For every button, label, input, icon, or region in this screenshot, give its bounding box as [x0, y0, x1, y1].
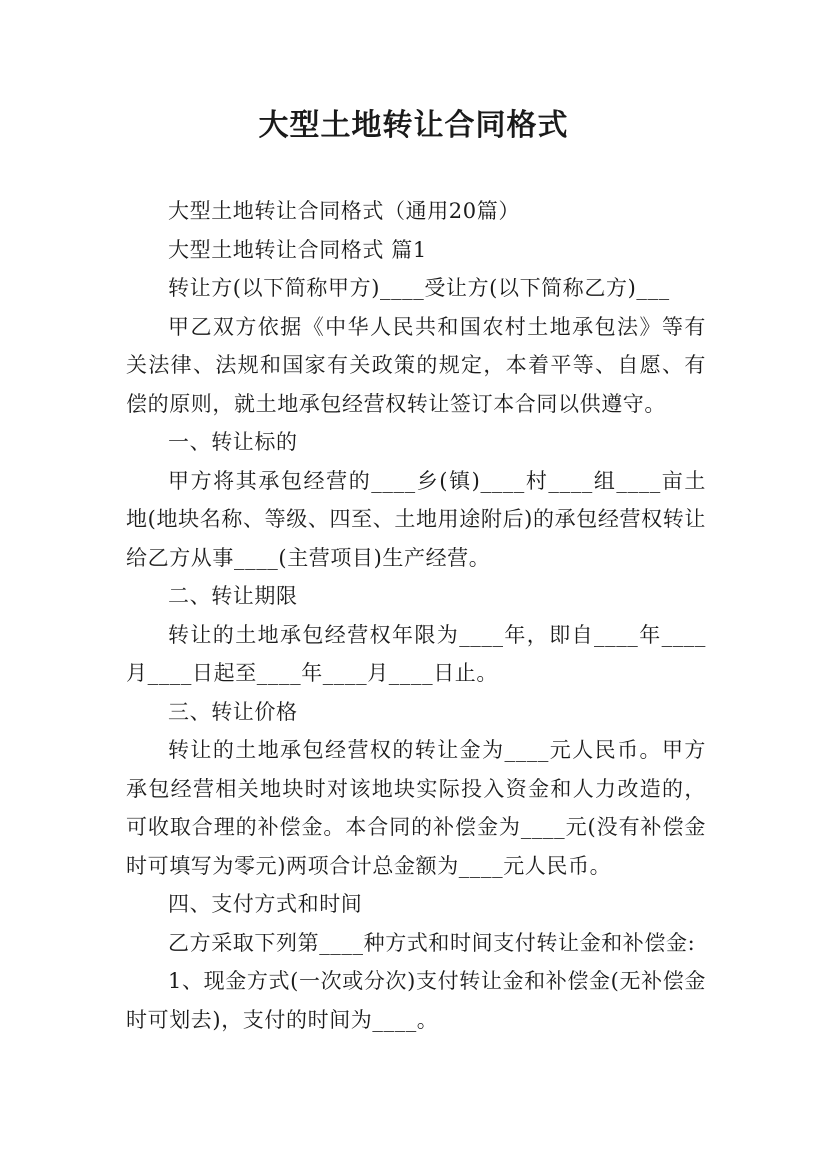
paragraph-parties: 转让方(以下简称甲方)____受让方(以下简称乙方)___: [168, 276, 670, 300]
clause-heading-4: 四、支付方式和时间: [168, 892, 363, 916]
document-title: 大型土地转让合同格式: [258, 108, 569, 143]
clause-heading-2: 二、转让期限: [168, 584, 298, 608]
clause-heading-1: 一、转让标的: [168, 430, 298, 454]
paragraph-preamble: 甲乙双方依据《中华人民共和国农村土地承包法》等有关法律、法规和国家有关政策的规定，本着平等、自愿、有偿的原则，就土地承包经营权转让签订本合同以供遵守。: [126, 314, 706, 416]
paragraph-subtitle: 大型土地转让合同格式（通用20篇）: [168, 199, 520, 223]
clause-item-4-1: 1、现金方式(一次或分次)支付转让金和补偿金(无补偿金时可划去)，支付的时间为____。: [126, 969, 706, 1032]
clause-body-4: 乙方采取下列第____种方式和时间支付转让金和补偿金:: [168, 930, 696, 955]
clause-body-3: 转让的土地承包经营权的转让金为____元人民币。甲方承包经营相关地块时对该地块实际投入资金和人力改造的，可收取合理的补偿金。本合同的补偿金为____元(没有补偿金时可填写为零元)两项合计总金额为____元人民币。: [126, 738, 706, 878]
paragraph-section-heading: 大型土地转让合同格式 篇1: [168, 237, 427, 262]
clause-body-1: 甲方将其承包经营的____乡(镇)____村____组____亩土地(地块名称、等级、四至、土地用途附后)的承包经营权转让给乙方从事____(主营项目)生产经营。: [126, 468, 706, 570]
clause-heading-3: 三、转让价格: [168, 699, 298, 724]
document-body: [126, 192, 706, 1039]
clause-body-2: 转让的土地承包经营权年限为____年，即自____年____月____日起至____年____月____日止。: [126, 622, 706, 685]
